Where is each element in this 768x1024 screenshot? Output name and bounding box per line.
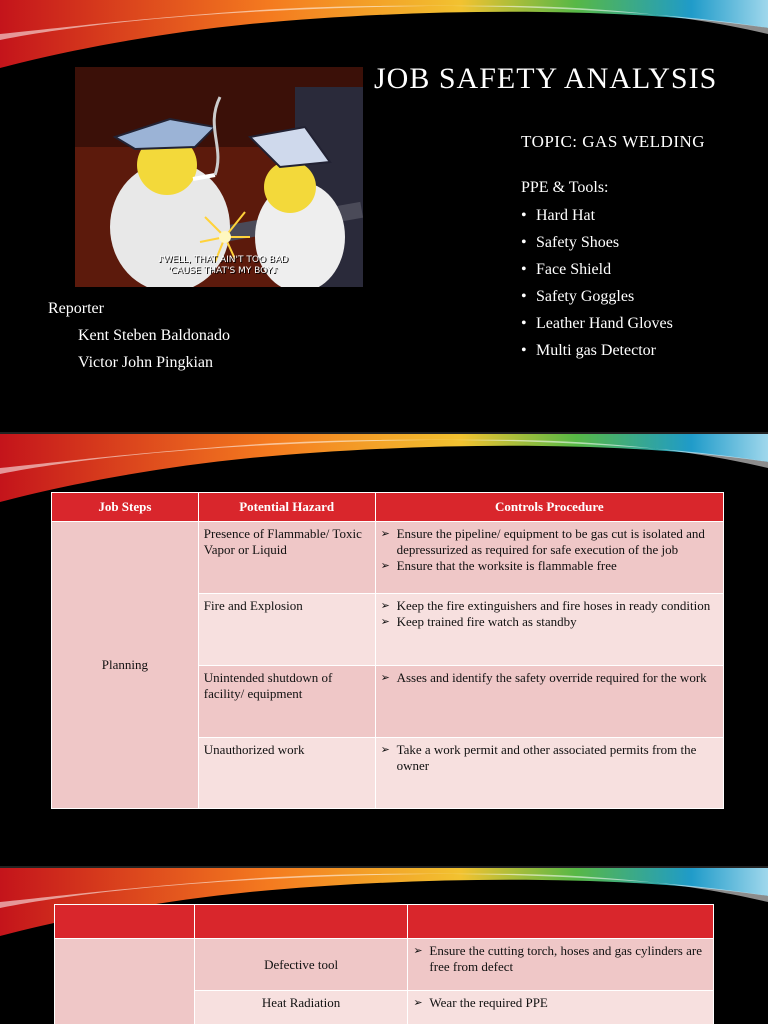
controls-cell — [375, 738, 723, 809]
column-header: Potential Hazard — [198, 493, 375, 522]
slide-title — [0, 0, 768, 432]
reporter-name: Kent Steben Baldonado — [78, 327, 230, 344]
page-title: JOB SAFETY ANALYSIS — [374, 62, 718, 95]
list-item: • Safety Shoes — [521, 234, 620, 251]
list-item: • Leather Hand Gloves — [521, 315, 673, 332]
list-item: • Safety Goggles — [521, 288, 635, 305]
welding-cartoon-image — [75, 67, 363, 287]
column-header: Job Steps — [52, 493, 199, 522]
reporter-label: Reporter — [48, 300, 104, 317]
list-item: • Hard Hat — [521, 207, 596, 224]
list-item: • Multi gas Detector — [521, 342, 656, 359]
hazard-cell: Fire and Explosion — [198, 594, 375, 666]
list-item: ➢ Ensure the cutting torch, hoses and gas cylinders are free from defect — [413, 943, 708, 975]
list-item: • Face Shield — [521, 261, 612, 278]
list-item: ➢ Take a work permit and other associated permits from the owner — [381, 742, 718, 774]
list-item: ➢ Keep trained fire watch as standby — [381, 614, 718, 630]
column-header — [55, 905, 195, 939]
list-item: ➢ Ensure that the worksite is flammable free — [381, 558, 718, 574]
decorative-swoosh — [0, 0, 768, 70]
list-item: ➢ Asses and identify the safety override required for the work — [381, 670, 718, 686]
hazard-cell: Defective tool — [194, 939, 408, 991]
job-step-cell — [55, 939, 195, 1024]
controls-cell — [408, 939, 714, 991]
slide-hazard-table — [0, 432, 768, 866]
ppe-heading: PPE & Tools: — [521, 179, 609, 196]
reporter-name: Victor John Pingkian — [78, 354, 214, 371]
ppe-list — [521, 205, 673, 367]
controls-cell — [375, 594, 723, 666]
hazard-cell: Presence of Flammable/ Toxic Vapor or Liquid — [198, 522, 375, 594]
hazard-table-continued — [54, 904, 714, 1024]
table-row — [55, 939, 714, 991]
list-item: ➢ Wear the required PPE — [413, 995, 708, 1011]
image-caption: ♪WELL, THAT AIN'T TOO BAD 'CAUSE THAT'S MY BOY♪ — [157, 255, 289, 276]
table-row — [52, 522, 724, 594]
controls-cell — [375, 522, 723, 594]
topic-label: TOPIC: GAS WELDING — [521, 132, 706, 151]
column-header — [194, 905, 408, 939]
column-header: Controls Procedure — [375, 493, 723, 522]
controls-cell — [375, 666, 723, 738]
hazard-cell: Unintended shutdown of facility/ equipment — [198, 666, 375, 738]
job-step-cell: Planning — [52, 522, 199, 809]
list-item: ➢ Keep the fire extinguishers and fire hoses in ready condition — [381, 598, 718, 614]
slide-hazard-table-continued — [0, 866, 768, 1024]
list-item: ➢ Ensure the pipeline/ equipment to be gas cut is isolated and depressurized as required for safe execution of the job — [381, 526, 718, 558]
hazard-cell: Unauthorized work — [198, 738, 375, 809]
controls-cell — [408, 991, 714, 1024]
hazard-cell: Heat Radiation — [194, 991, 408, 1024]
column-header — [408, 905, 714, 939]
hazard-table — [51, 492, 724, 809]
